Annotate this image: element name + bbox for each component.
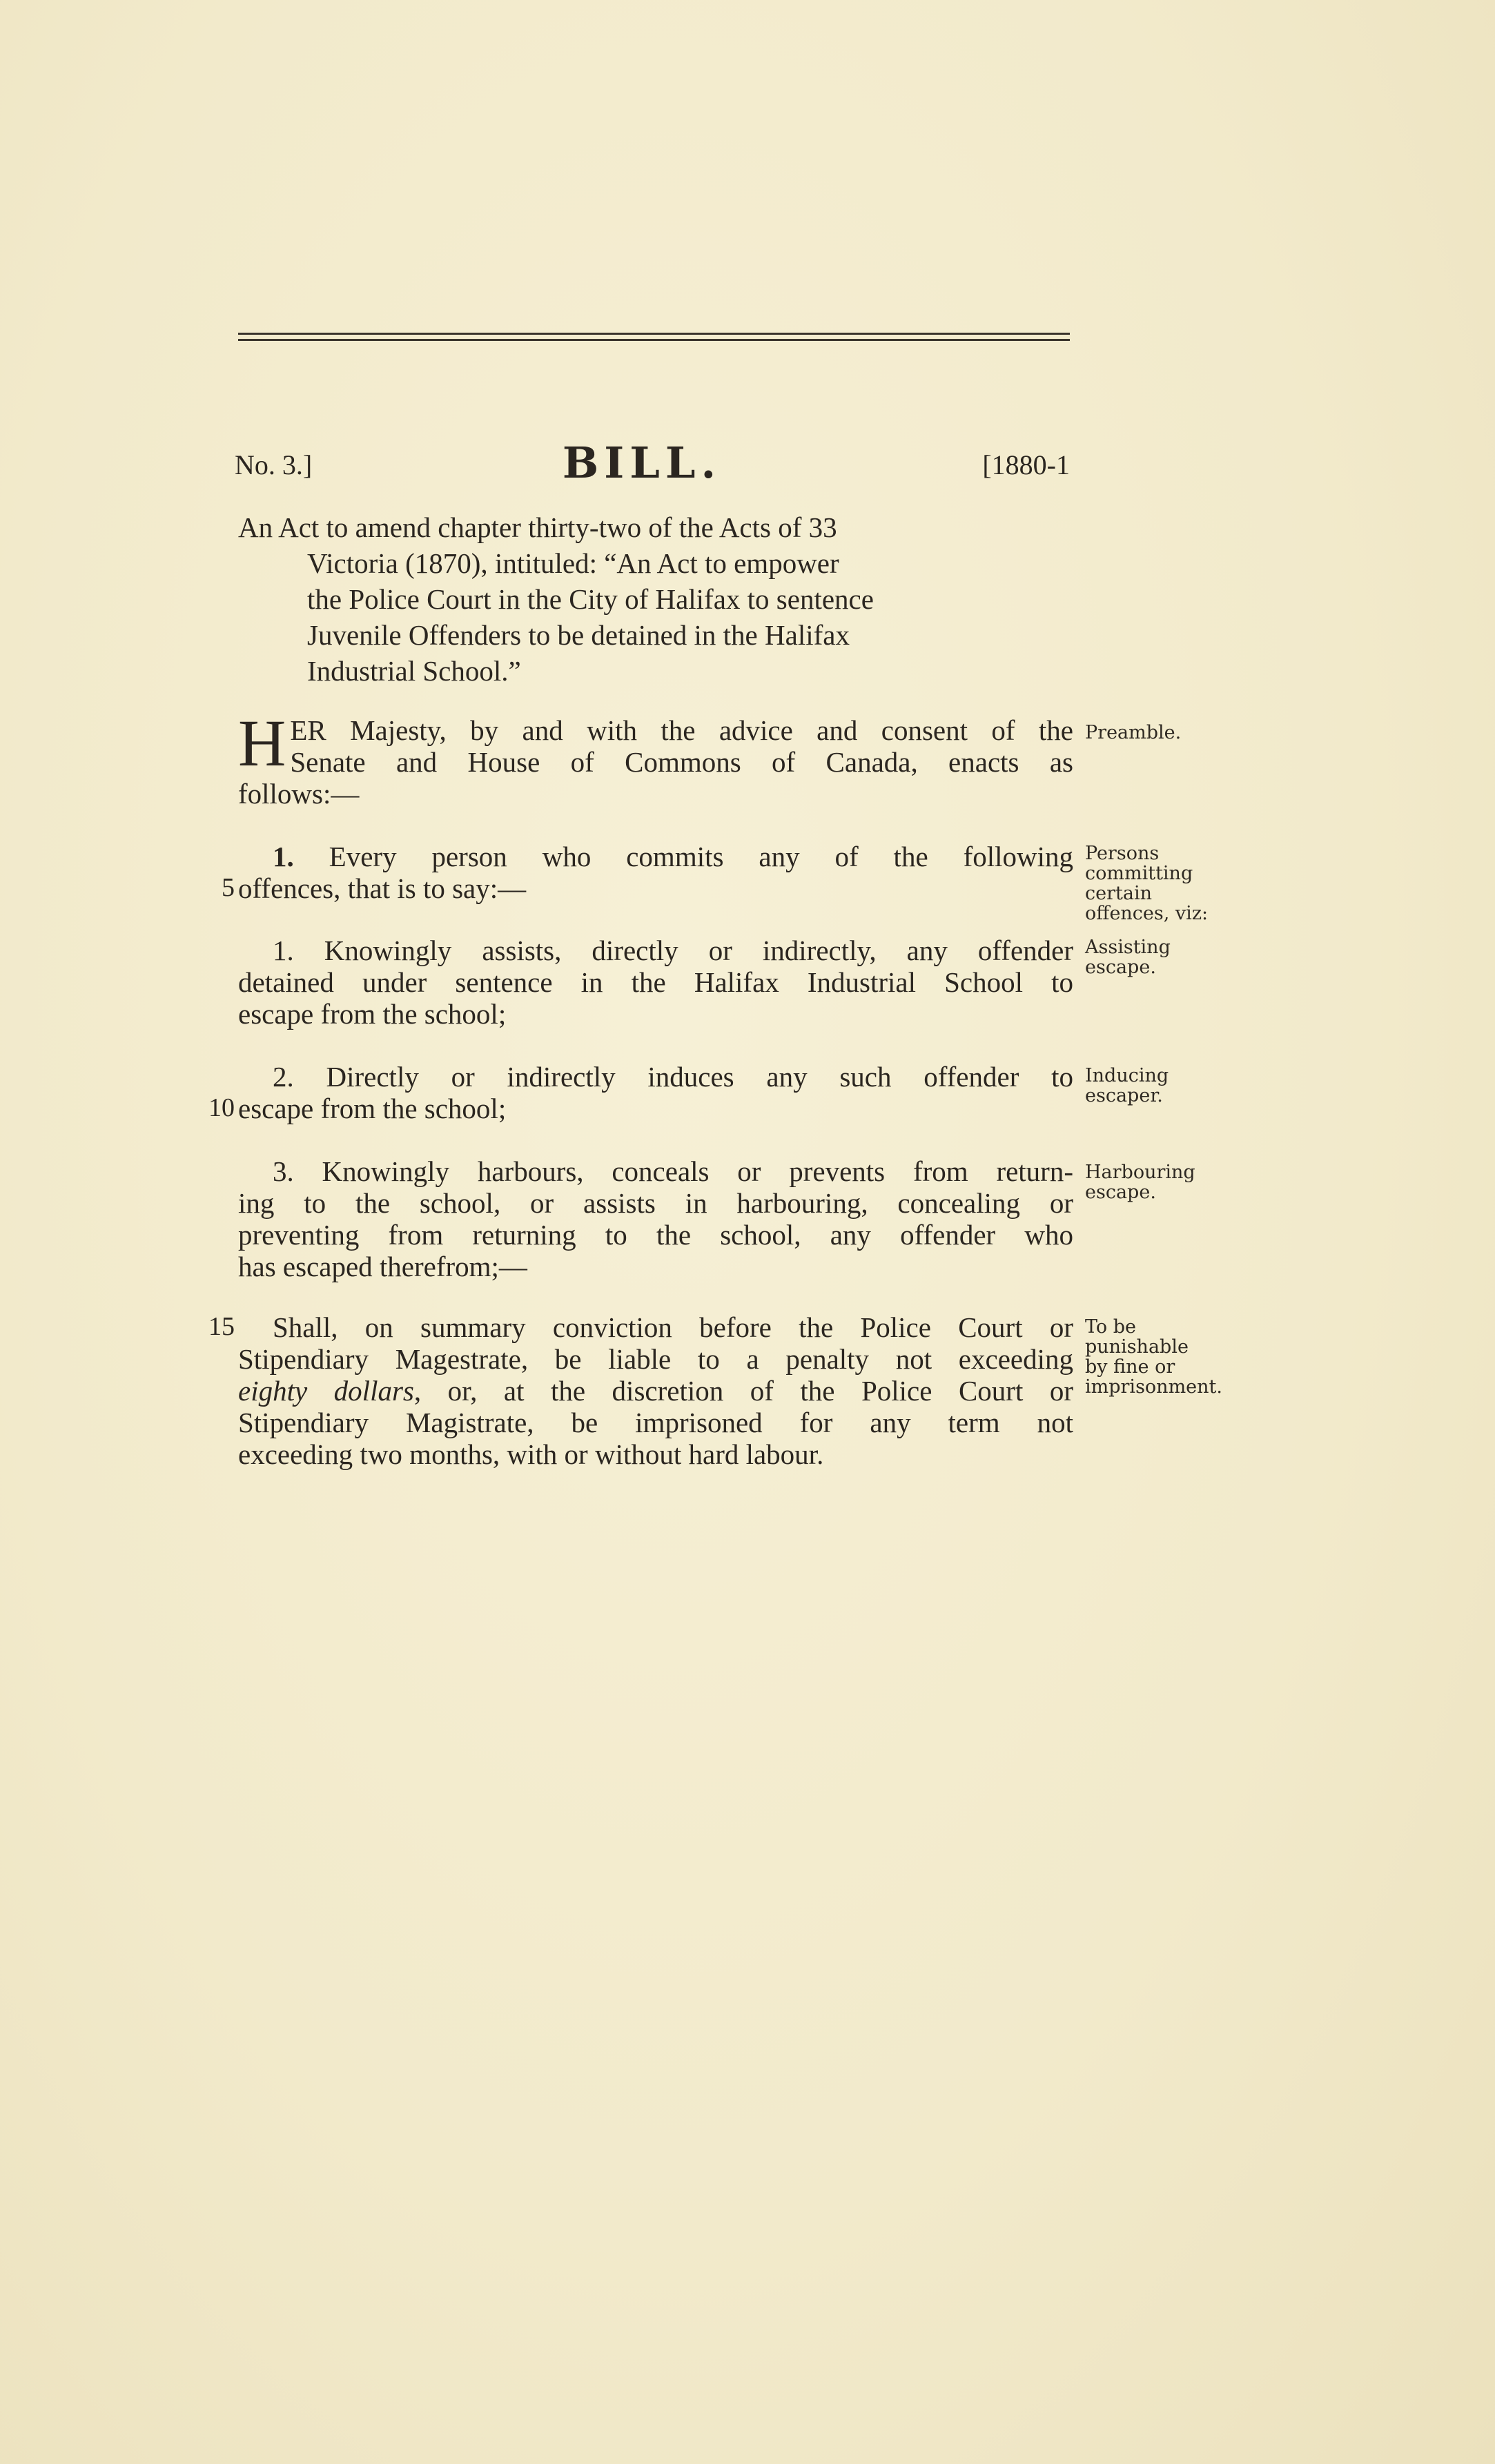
act-title-line: An Act to amend chapter thirty-two of the Acts of 33: [238, 511, 837, 543]
clause-3-line: preventing from returning to the school, any offender who: [238, 1219, 1073, 1251]
act-title: [238, 509, 1073, 689]
clause-3-line: has escaped therefrom;—: [238, 1251, 527, 1282]
act-title-line: Juvenile Offenders to be detained in the Halifax: [307, 619, 850, 651]
clause-2-line: escape from the school;: [238, 1093, 507, 1124]
bill-number: No. 3.]: [235, 449, 313, 480]
top-rule-double: [238, 339, 1070, 341]
preamble: [238, 706, 1073, 810]
preamble-line: ER Majesty, by and with the advice and consent of the: [290, 714, 1073, 746]
margin-note-section-1: Persons committing certain offences, viz:: [1085, 843, 1209, 924]
penalty-line: exceeding two months, with or without hard labour.: [238, 1438, 824, 1470]
clause-1-line: escape from the school;: [238, 998, 507, 1030]
act-title-line: Victoria (1870), intituled: “An Act to empower: [307, 547, 839, 579]
margin-note-preamble: Preamble.: [1085, 722, 1182, 743]
section-1-line: offences, that is to say:—: [238, 872, 527, 904]
penalty-line: Stipendiary Magistrate, be imprisoned for any term not: [238, 1407, 1073, 1438]
bill-year: [1880-1: [982, 449, 1070, 480]
margin-note-clause-3: Harbouring escape.: [1085, 1162, 1195, 1203]
penalty-text: , or, at the discretion of the Police Court or: [413, 1375, 1073, 1407]
margin-note-clause-2: Inducing escaper.: [1085, 1065, 1169, 1106]
penalty-line: Shall, on summary conviction before the Police Court or: [273, 1311, 1073, 1343]
clause-2: [238, 1061, 1073, 1124]
bill-title: BILL.: [562, 438, 722, 488]
clause-1-line: 1. Knowingly assists, directly or indirectly, any offender: [273, 935, 1073, 966]
section-1-text: Every person who commits any of the following: [329, 841, 1074, 872]
section-1: [238, 841, 1073, 904]
penalty: [238, 1311, 1073, 1470]
line-number-5: 5: [222, 873, 235, 902]
clause-2-line: 2. Directly or indirectly induces any such offender to: [273, 1061, 1073, 1093]
bill-header: [235, 438, 1070, 497]
preamble-line: Senate and House of Commons of Canada, enacts as: [290, 746, 1073, 778]
preamble-line: follows:—: [238, 778, 360, 810]
margin-note-clause-1: Assisting escape.: [1085, 937, 1171, 978]
clause-3-line: 3. Knowingly harbours, conceals or prevents from return-: [273, 1155, 1073, 1187]
section-1-line: [238, 841, 1073, 872]
line-number-15: 15: [208, 1312, 235, 1341]
clause-3-line: ing to the school, or assists in harbouring, concealing or: [238, 1187, 1073, 1219]
act-title-line: the Police Court in the City of Halifax to sentence: [307, 583, 874, 615]
preamble-dropcap: H: [238, 706, 286, 780]
clause-1-line: detained under sentence in the Halifax Industrial School to: [238, 966, 1073, 998]
clause-1: [238, 935, 1073, 1030]
act-title-line: Industrial School.”: [307, 655, 521, 687]
section-number: 1.: [273, 841, 294, 872]
penalty-line: [238, 1375, 1073, 1407]
penalty-line: Stipendiary Magestrate, be liable to a penalty not exceeding: [238, 1343, 1073, 1375]
margin-note-penalty: To be punishable by fine or imprisonment.: [1085, 1316, 1222, 1398]
clause-3: [238, 1155, 1073, 1282]
top-rule: [238, 333, 1070, 335]
penalty-amount: eighty dollars: [238, 1375, 414, 1407]
line-number-10: 10: [208, 1093, 235, 1122]
